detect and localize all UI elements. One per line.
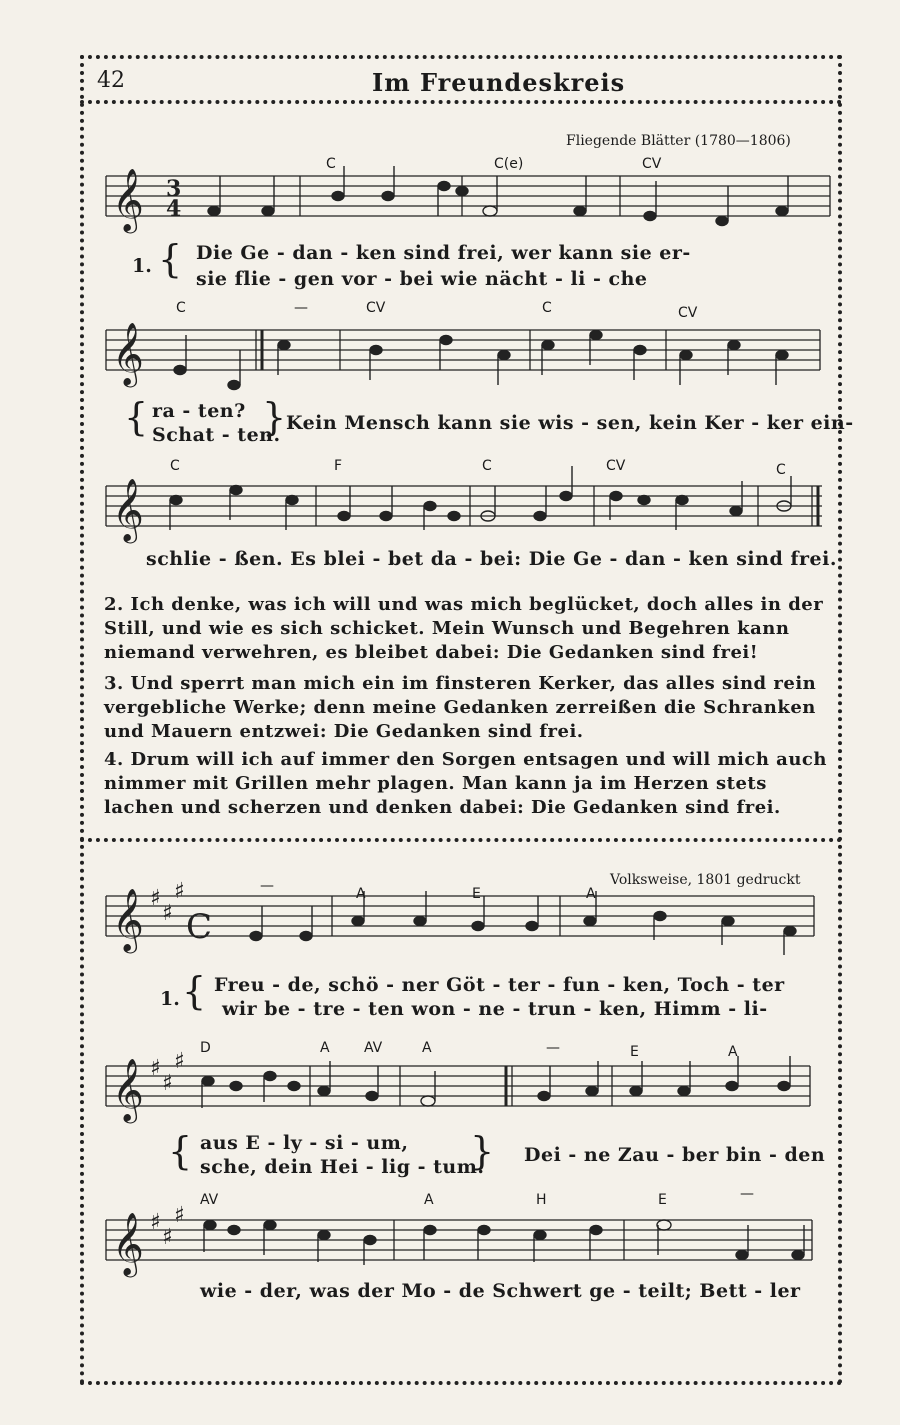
chord-label: AV	[364, 1040, 383, 1056]
lyric-line: Schat - ten.	[152, 424, 281, 446]
chord-label: CV	[606, 458, 626, 474]
lyric-line: Kein Mensch kann sie wis - sen, kein Ker - ker ein-	[286, 412, 854, 434]
lyric-line: wie - der, was der Mo - de Schwert ge - teilt; Bett - ler	[200, 1280, 801, 1302]
brace-icon: {	[168, 1129, 193, 1173]
chord-label: E	[472, 886, 481, 902]
chord-label: C	[776, 462, 786, 478]
notes-system-3	[170, 466, 791, 530]
staff-system-5	[106, 1066, 810, 1106]
lyric-line: sie flie - gen vor - bei wie nächt - li - che	[196, 268, 648, 290]
svg-text:♯: ♯	[174, 1049, 185, 1074]
verse-text: 2. Ich denke, was ich will und was mich beglücket, doch alles in der Still, und wie es sich schicket. Mein Wunsch und Begehren kann niemand verwehren, es bleibet dabei: Die Gedanken sind frei!	[104, 594, 824, 663]
svg-text:♯: ♯	[174, 1203, 185, 1228]
brace-icon: }	[470, 1129, 495, 1173]
verse-text: 3. Und sperrt man mich ein im finsteren Kerker, das alles sind rein vergebliche Werke; denn meine Gedanken zerreißen die Schranken und Mauern entzwei: Die Gedanken sind frei.	[104, 673, 817, 742]
svg-text:♯: ♯	[162, 1225, 173, 1250]
chord-label: —	[294, 300, 308, 316]
chord-label: D	[200, 1040, 211, 1056]
svg-text:4: 4	[166, 196, 182, 222]
lyric-line: aus E - ly - si - um,	[200, 1132, 409, 1154]
chord-label: CV	[366, 300, 386, 316]
svg-text:C: C	[186, 907, 213, 947]
chord-label: A	[320, 1040, 330, 1056]
key-signature-icon	[150, 879, 185, 1250]
chord-label: C	[542, 300, 552, 316]
chord-label: H	[536, 1192, 547, 1208]
chord-label: C	[176, 300, 186, 316]
svg-text:♯: ♯	[174, 879, 185, 904]
chord-label: A	[356, 886, 366, 902]
svg-text:♯: ♯	[162, 1071, 173, 1096]
chord-label: E	[630, 1044, 639, 1060]
lyric-line: Freu - de, schö - ner Göt - ter - fun - ken, Toch - ter	[214, 974, 785, 996]
chord-label: A	[728, 1044, 738, 1060]
chord-label: A	[586, 886, 596, 902]
lyric-line: Dei - ne Zau - ber bin - den	[524, 1144, 826, 1166]
notes-system-4	[186, 891, 796, 955]
notes-system-6	[204, 1220, 804, 1265]
treble-clef-icon: 𝄞	[112, 1212, 144, 1275]
song2-credit: Volksweise, 1801 gedruckt	[610, 872, 801, 888]
brace-icon: {	[124, 395, 149, 439]
treble-clef-icon: 𝄞	[112, 168, 144, 231]
brace-icon: {	[182, 969, 207, 1013]
lyric-line: schlie - ßen. Es blei - bet da - bei: Die Ge - dan - ken sind frei.	[146, 548, 837, 570]
chord-label: AV	[200, 1192, 219, 1208]
lyric-line: ra - ten?	[152, 400, 246, 422]
chord-label: E	[658, 1192, 667, 1208]
verse-number: 1.	[160, 988, 180, 1010]
svg-text:♯: ♯	[150, 1210, 161, 1235]
verse-number: 1.	[132, 255, 152, 277]
chord-label: F	[334, 458, 343, 474]
chord-label: C	[482, 458, 492, 474]
treble-clef-icon: 𝄞	[112, 322, 144, 385]
svg-text:♯: ♯	[150, 886, 161, 911]
notes-system-5	[202, 1056, 790, 1108]
chord-label: C(e)	[494, 156, 524, 172]
treble-clef-icon: 𝄞	[112, 1058, 144, 1121]
staff-system-2	[106, 330, 820, 370]
time-signature-icon	[166, 176, 181, 222]
lyric-line: wir be - tre - ten won - ne - trun - ken, Himm - li-	[222, 998, 768, 1020]
chord-label: C	[326, 156, 336, 172]
chord-label: CV	[678, 305, 698, 321]
staff-system-3	[106, 486, 822, 526]
verse-text: 4. Drum will ich auf immer den Sorgen entsagen und will mich auch nimmer mit Grillen mehr plagen. Man kann ja im Herzen stets lachen und scherzen und denken dabei: Die Gedanken sind frei.	[104, 749, 827, 818]
lyric-line: sche, dein Hei - lig - tum.	[200, 1156, 485, 1178]
chord-label: A	[422, 1040, 432, 1056]
chord-label: —	[546, 1040, 560, 1056]
chord-label: A	[424, 1192, 434, 1208]
running-title: Im Freundeskreis	[372, 68, 626, 97]
lyric-line: Die Ge - dan - ken sind frei, wer kann sie er-	[196, 242, 691, 264]
chord-label: —	[740, 1186, 754, 1202]
page-number: 42	[97, 68, 125, 93]
brace-icon: {	[158, 237, 183, 281]
treble-clef-icon: 𝄞	[112, 478, 144, 541]
song1-credit: Fliegende Blätter (1780—1806)	[566, 133, 791, 149]
brace-icon: }	[262, 395, 287, 439]
chord-label: C	[170, 458, 180, 474]
staff-system-4	[106, 896, 814, 936]
svg-text:♯: ♯	[162, 901, 173, 926]
svg-text:3: 3	[166, 176, 182, 202]
chord-label: CV	[642, 156, 662, 172]
treble-clef-icon: 𝄞	[112, 888, 144, 951]
chord-label: —	[260, 878, 274, 894]
svg-text:♯: ♯	[150, 1056, 161, 1081]
